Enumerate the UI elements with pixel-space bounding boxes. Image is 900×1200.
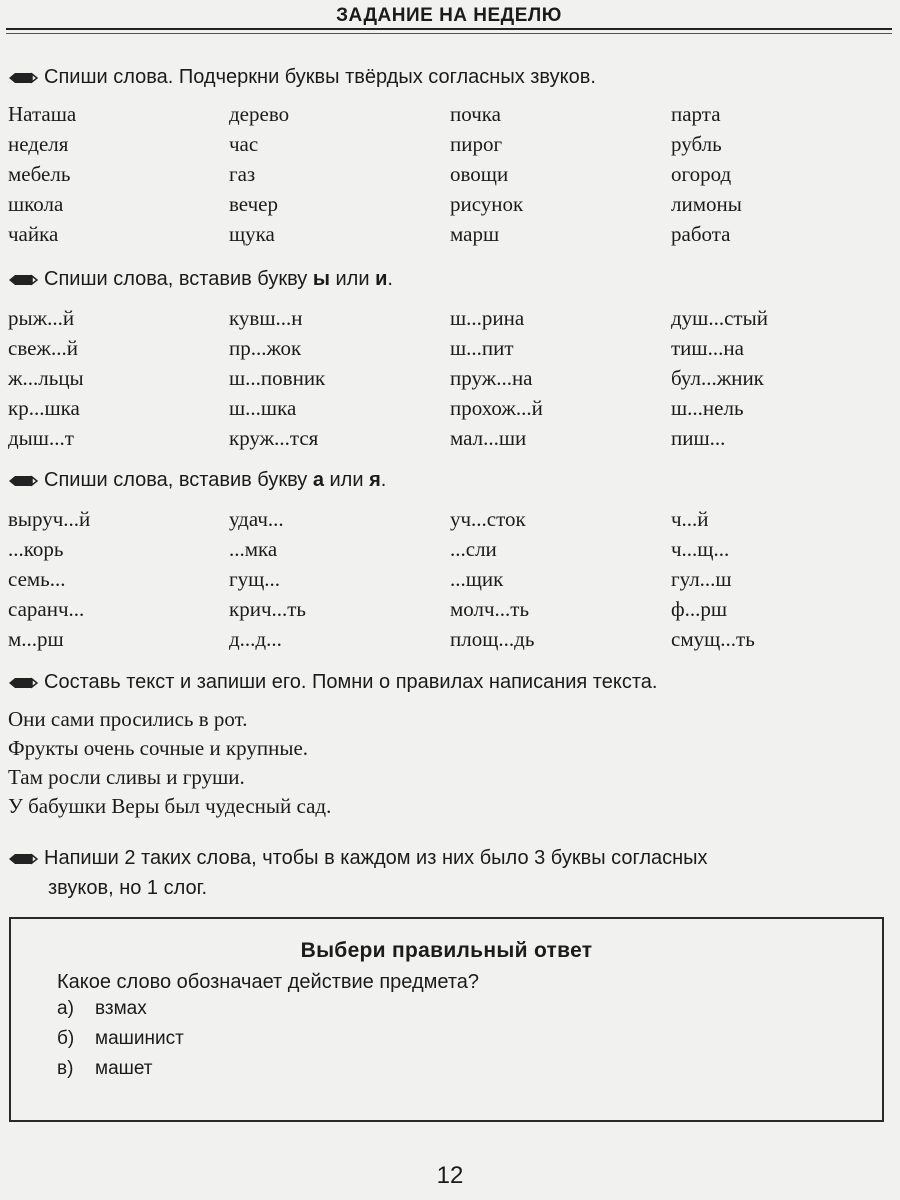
- word: уч...сток: [450, 507, 526, 531]
- word: ш...шка: [229, 396, 297, 420]
- word: Наташа: [8, 102, 77, 126]
- page-header: [6, 0, 892, 30]
- pencil-icon: [8, 273, 38, 287]
- word: ч...щ...: [671, 537, 730, 561]
- word: удач...: [229, 507, 284, 531]
- word: огород: [671, 162, 732, 186]
- word: круж...тся: [229, 426, 319, 450]
- word: овощи: [450, 162, 509, 186]
- word: пр...жок: [229, 336, 302, 360]
- sentence: Фрукты очень сочные и крупные.: [8, 736, 309, 760]
- word-row: [8, 159, 888, 189]
- quiz-box: [9, 917, 884, 1122]
- sentence: У бабушки Веры был чудесный сад.: [8, 794, 332, 818]
- quiz-option: [57, 1054, 882, 1084]
- task4-instruction-text: Составь текст и запиши его. Помни о правилах написания текста.: [44, 671, 658, 693]
- word: неделя: [8, 132, 69, 156]
- task4-sentences: [8, 705, 331, 821]
- word: час: [229, 132, 259, 156]
- option-text: взмах: [95, 998, 147, 1019]
- word: ...сли: [450, 537, 497, 561]
- word: пруж...на: [450, 366, 533, 390]
- word: парта: [671, 102, 721, 126]
- task4-instruction: [8, 667, 657, 697]
- word: дыш...т: [8, 426, 74, 450]
- task1-instruction-text: Спиши слова. Подчеркни буквы твёрдых согласных звуков.: [44, 66, 596, 88]
- word: душ...стый: [671, 306, 768, 330]
- page-header-title: ЗАДАНИЕ НА НЕДЕЛЮ: [336, 5, 562, 26]
- word-row: [8, 564, 888, 594]
- instruction-connector: или: [329, 268, 376, 290]
- word-row: [8, 129, 888, 159]
- word: рисунок: [450, 192, 524, 216]
- word: ж...льцы: [8, 366, 84, 390]
- word: работа: [671, 222, 731, 246]
- task3-word-grid: [8, 504, 888, 654]
- letter-option: ы: [312, 268, 330, 290]
- word: ш...пит: [450, 336, 514, 360]
- word: прохож...й: [450, 396, 543, 420]
- task3-instruction-text: Спиши слова, вставив букву: [44, 469, 313, 491]
- word: щука: [229, 222, 275, 246]
- word: ...мка: [229, 537, 278, 561]
- word: м...рш: [8, 627, 64, 651]
- word: ш...рина: [450, 306, 525, 330]
- word: смущ...ть: [671, 627, 755, 651]
- word: ...щик: [450, 567, 504, 591]
- word: дерево: [229, 102, 290, 126]
- task5-instruction-line2: звуков, но 1 слог.: [48, 877, 208, 899]
- word-row: [8, 423, 888, 453]
- pencil-icon: [8, 852, 38, 866]
- word: пиш...: [671, 426, 726, 450]
- word-row: [8, 624, 888, 654]
- word: вечер: [229, 192, 278, 216]
- word: молч...ть: [450, 597, 530, 621]
- word: ...корь: [8, 537, 64, 561]
- word: гущ...: [229, 567, 281, 591]
- quiz-option: [57, 994, 882, 1024]
- word: площ...дь: [450, 627, 535, 651]
- word: тиш...на: [671, 336, 744, 360]
- word: пирог: [450, 132, 503, 156]
- task3-instruction: [8, 465, 386, 495]
- instruction-connector: или: [323, 469, 370, 491]
- word-row: [8, 189, 888, 219]
- sentence: Там росли сливы и груши.: [8, 765, 245, 789]
- word-row: [8, 219, 888, 249]
- quiz-question: Какое слово обозначает действие предмета?: [57, 971, 480, 993]
- option-letter: в): [57, 1058, 74, 1079]
- word: семь...: [8, 567, 66, 591]
- letter-option: а: [312, 469, 324, 491]
- page-number: 12: [436, 1162, 464, 1189]
- instruction-end: .: [387, 268, 393, 290]
- pencil-icon: [8, 474, 38, 488]
- word-row: [8, 303, 888, 333]
- pencil-icon: [8, 676, 38, 690]
- word: саранч...: [8, 597, 85, 621]
- task2-instruction-text: Спиши слова, вставив букву: [44, 268, 313, 290]
- word: чайка: [8, 222, 59, 246]
- task2-instruction: [8, 264, 393, 294]
- word-row: [8, 393, 888, 423]
- word: кувш...н: [229, 306, 303, 330]
- word: ш...повник: [229, 366, 326, 390]
- word-row: [8, 363, 888, 393]
- word: ш...нель: [671, 396, 744, 420]
- sentence: Они сами просились в рот.: [8, 707, 248, 731]
- word: рыж...й: [8, 306, 75, 330]
- word: мал...ши: [450, 426, 527, 450]
- word: мебель: [8, 162, 71, 186]
- word-row: [8, 333, 888, 363]
- word-row: [8, 504, 888, 534]
- word: почка: [450, 102, 501, 126]
- task1-word-grid: [8, 99, 888, 249]
- option-letter: а): [57, 998, 74, 1019]
- word: д...д...: [229, 627, 282, 651]
- word-row: [8, 99, 888, 129]
- instruction-end: .: [380, 469, 387, 491]
- word-row: [8, 594, 888, 624]
- word: рубль: [671, 132, 722, 156]
- word: ф...рш: [671, 597, 728, 621]
- word: бул...жник: [671, 366, 764, 390]
- option-text: машет: [95, 1058, 153, 1079]
- pencil-icon: [8, 71, 38, 85]
- word: лимоны: [671, 192, 742, 216]
- task5-instruction-line1: Напиши 2 таких слова, чтобы в каждом из них было 3 буквы согласных: [44, 847, 708, 869]
- task2-word-grid: [8, 303, 888, 453]
- letter-option: и: [375, 268, 388, 290]
- word: свеж...й: [8, 336, 78, 360]
- word: гул...ш: [671, 567, 732, 591]
- option-text: машинист: [95, 1028, 184, 1049]
- word-row: [8, 534, 888, 564]
- word: кр...шка: [8, 396, 80, 420]
- word: школа: [8, 192, 64, 216]
- quiz-title: Выбери правильный ответ: [300, 939, 593, 962]
- word: газ: [229, 162, 256, 186]
- option-letter: б): [57, 1028, 75, 1049]
- task5-instruction: [8, 843, 708, 903]
- word: выруч...й: [8, 507, 91, 531]
- word: марш: [450, 222, 500, 246]
- letter-option: я: [369, 469, 381, 491]
- task1-instruction: [8, 62, 596, 92]
- word: ч...й: [671, 507, 709, 531]
- quiz-option: [57, 1024, 882, 1054]
- word: крич...ть: [229, 597, 307, 621]
